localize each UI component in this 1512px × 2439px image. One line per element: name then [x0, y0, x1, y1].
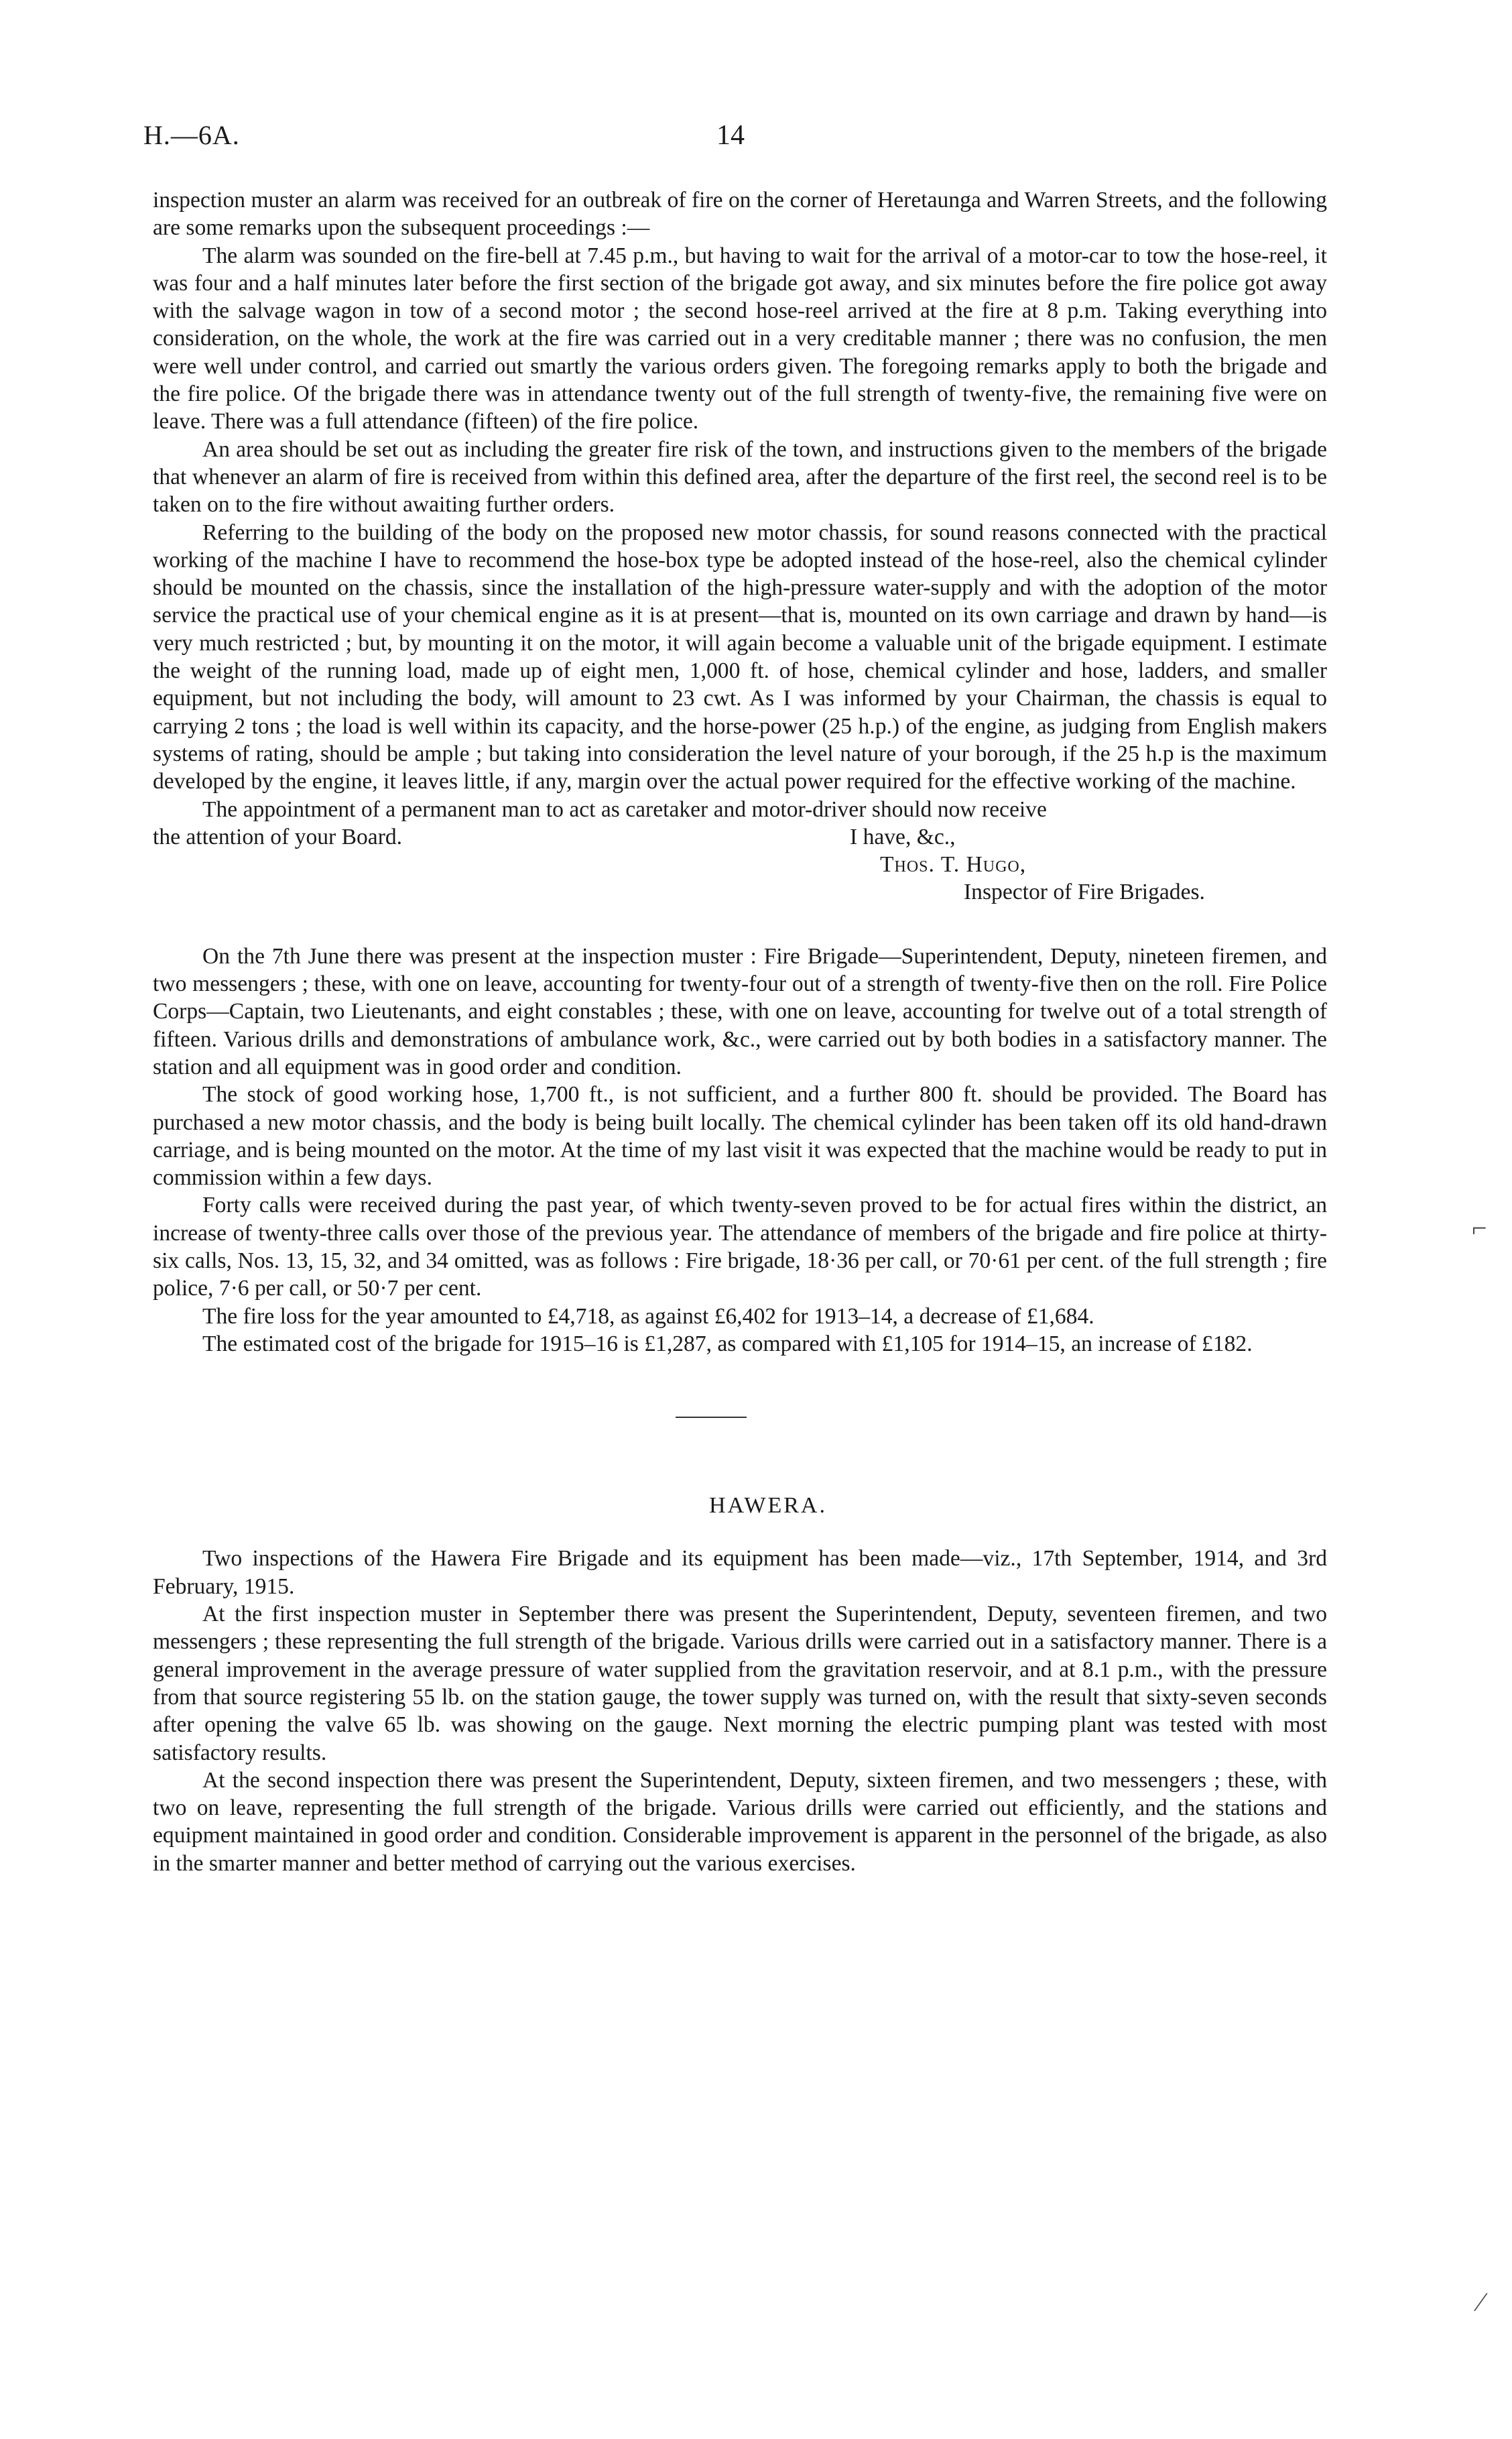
- paragraph-calls: Forty calls were received during the past year, of which twenty-seven proved to be for actual fires within the district, an increase of twenty-three calls over those of the previous year. The attendance of members of the brigade and fire police at thirty-six calls, Nos. 13, 15, 32, and 34 omitted, was as follows : Fire brigade, 18·36 per call, or 70·61 per cent. of the full strength ; fire police, 7·6 per call, or 50·7 per cent.: [153, 1193, 1327, 1301]
- paragraph-hawera-first-inspection: At the first inspection muster in September there was present the Superintendent, Deputy, seventeen firemen, and two messengers ; these representing the full strength of the brigade. Various drills were carried out in a satisfactory manner. There is a general improvement in the average pressure of water supplied from the gravitation reservoir, and at 8.1 p.m., with the pressure from that source registering 55 lb. on the station gauge, the tower supply was turned on, with the result that sixty-seven seconds after opening the valve 65 lb. was showing on the gauge. Next morning the electric pumping plant was tested with most satisfactory results.: [153, 1602, 1327, 1765]
- section-heading-hawera: HAWERA.: [709, 1493, 827, 1519]
- paragraph-hose-stock: The stock of good working hose, 1,700 ft., is not sufficient, and a further 800 ft. should be provided. The Board has purchased a new motor chassis, and the body is being built locally. The chemical cylinder has been taken off its old hand-drawn carriage, and is being mounted on the motor. At the time of my last visit it was expected that the machine would be ready to put in commission within a few days.: [153, 1082, 1327, 1191]
- signatory-name: Thos. T. Hugo,: [880, 852, 1027, 878]
- section-divider-wrap: [153, 1358, 1327, 1492]
- spacer: [153, 906, 1327, 943]
- paragraph-alarm: The alarm was sounded on the fire-bell at 7.45 p.m., but having to wait for the arrival of a motor-car to tow the hose-reel, it was four and a half minutes later before the first section of the brigade got away, and six minutes before the fire police got away with the salvage wagon in tow of a second motor ; the second hose-reel arrived at the fire at 8 p.m. Taking everything into consideration, on the whole, the work at the fire was carried out in a very creditable manner ; there was no confusion, the men were well under control, and carried out smartly the various orders given. The foregoing remarks apply to both the brigade and the fire police. Of the brigade there was in attendance twenty out of the full strength of twenty-five, the remaining five were on leave. There was a full attendance (fifteen) of the fire police.: [153, 243, 1327, 434]
- closing-salutation: I have, &c.,: [850, 824, 956, 849]
- margin-mark: ⌐: [1472, 1213, 1487, 1243]
- paragraph-area: An area should be set out as including the greater fire risk of the town, and instructions given to the members of the brigade that whenever an alarm of fire is received from within this defined area, after the departure of the first reel, the second reel is to be taken on to the fire without awaiting further orders.: [153, 436, 1327, 518]
- paragraph-hawera-inspections: Two inspections of the Hawera Fire Brigade and its equipment has been made—viz., 17th September, 1914, and 3rd February, 1915.: [153, 1546, 1327, 1599]
- signatory-title: Inspector of Fire Brigades.: [964, 880, 1205, 905]
- letter-closing: [153, 823, 1327, 851]
- paragraph-continuation: inspection muster an alarm was received for an outbreak of fire on the corner of Heretaunga and Warren Streets, and the following are some remarks upon the subsequent proceedings :—: [153, 188, 1327, 241]
- document-reference: H.—6A.: [143, 120, 240, 150]
- paragraph-fire-loss: The fire loss for the year amounted to £4,718, as against £6,402 for 1913–14, a decrease of £1,684.: [202, 1303, 1094, 1329]
- spacer: [153, 1519, 1327, 1545]
- page-number: 14: [716, 120, 745, 151]
- section-divider: [676, 1417, 747, 1418]
- signature-line: [153, 851, 1327, 878]
- paragraph-june-muster: On the 7th June there was present at the inspection muster : Fire Brigade—Superintendent, Deputy, nineteen firemen, and two messengers ; these, with one on leave, accounting for twenty-four out of a strength of twenty-five then on the roll. Fire Police Corps—Captain, two Lieutenants, and eight constables ; these, with one on leave, accounting for twelve out of a total strength of fifteen. Various drills and demonstrations of ambulance work, &c., were carried out by both bodies in a satisfactory manner. The station and all equipment was in good order and condition.: [153, 943, 1327, 1079]
- page-header: [143, 119, 1417, 160]
- paragraph-motor-chassis: Referring to the building of the body on the proposed new motor chassis, for sound reasons connected with the practical working of the machine I have to recommend the hose-box type be adopted instead of the hose-reel, also the chemical cylinder should be mounted on the chassis, since the installation of the high-pressure water-supply and with the adoption of the motor service the practical use of your chemical engine as it is at present—that is, mounted on its own carriage and drawn by hand—is very much restricted ; but, by mounting it on the motor, it will again become a valuable unit of the brigade equipment. I estimate the weight of the running load, made up of eight men, 1,000 ft. of hose, chemical cylinder and hose, ladders, and smaller equipment, but not including the body, will amount to 23 cwt. As I was informed by your Chairman, the chassis is equal to carrying 2 tons ; the load is well within its capacity, and the horse-power (25 h.p.) of the engine, as judging from English makers systems of rating, should be ample ; but taking into consideration the level nature of your borough, if the 25 h.p is the maximum developed by the engine, it leaves little, if any, margin over the actual power required for the effective working of the machine.: [153, 520, 1327, 794]
- paragraph-estimated-cost: The estimated cost of the brigade for 1915–16 is £1,287, as compared with £1,105 for 1914–15, an increase of £182.: [202, 1331, 1253, 1356]
- paragraph-appointment: The appointment of a permanent man to act as caretaker and motor-driver should now receive: [202, 796, 1047, 822]
- closing-left-text: the attention of your Board.: [153, 824, 403, 849]
- paragraph-hawera-second-inspection: At the second inspection there was present the Superintendent, Deputy, sixteen firemen, and two messengers ; these, with two on leave, representing the full strength of the brigade. Various drills were carried out efficiently, and the stations and equipment maintained in good order and condition. Considerable improvement is apparent in the personnel of the brigade, as also in the smarter manner and better method of carrying out the various exercises.: [153, 1767, 1327, 1876]
- margin-mark: ⁄: [1478, 2287, 1483, 2317]
- body-text: [153, 186, 1327, 1877]
- signatory-title-line: [153, 878, 1327, 906]
